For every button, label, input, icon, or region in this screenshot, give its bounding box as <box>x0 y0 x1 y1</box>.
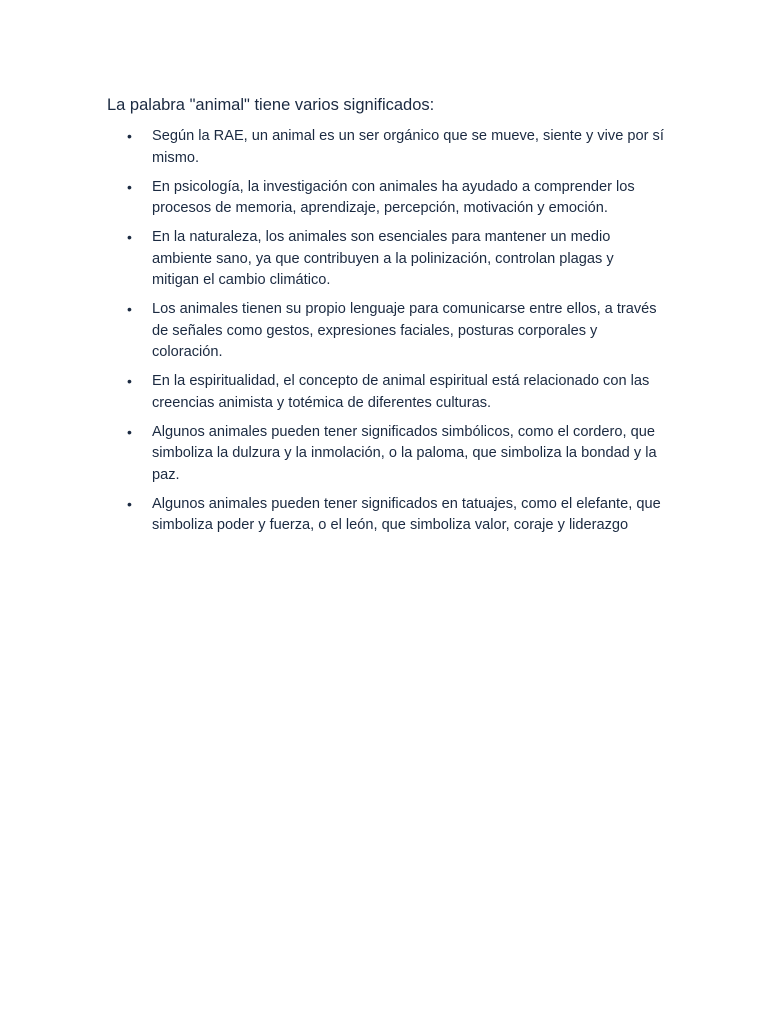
list-item-text: Algunos animales pueden tener significados en tatuajes, como el elefante, que simboliza poder y fuerza, o el león, que simboliza valor, coraje y liderazgo <box>152 495 661 533</box>
bullet-icon: • <box>127 229 132 245</box>
list-item <box>124 422 664 487</box>
bullet-list <box>124 126 664 544</box>
list-item-text: En la espiritualidad, el concepto de animal espiritual está relacionado con las creencias animista y totémica de diferentes culturas. <box>152 373 650 411</box>
list-item-text: Algunos animales pueden tener significados simbólicos, como el cordero, que simboliza la dulzura y la inmolación, o la paloma, que simboliza la bondad y la paz. <box>152 423 657 483</box>
list-item-text: Los animales tienen su propio lenguaje para comunicarse entre ellos, a través de señales como gestos, expresiones faciales, posturas corporales y coloración. <box>152 301 657 360</box>
list-item-text: En psicología, la investigación con animales ha ayudado a comprender los procesos de memoria, aprendizaje, percepción, motivación y emoción. <box>152 178 635 216</box>
list-item-text: En la naturaleza, los animales son esenciales para mantener un medio ambiente sano, ya que contribuyen a la polinización, controlan plagas y mitigan el cambio climático. <box>152 229 614 288</box>
list-item <box>124 126 664 169</box>
list-item <box>124 227 664 292</box>
bullet-icon: • <box>127 301 132 317</box>
list-item <box>124 177 664 220</box>
bullet-icon: • <box>127 373 132 389</box>
bullet-icon: • <box>127 128 132 144</box>
list-item-text: Según la RAE, un animal es un ser orgánico que se mueve, siente y vive por sí mismo. <box>152 128 664 166</box>
document-heading: La palabra "animal" tiene varios significados: <box>107 96 435 114</box>
bullet-icon: • <box>127 178 132 195</box>
list-item <box>124 494 664 537</box>
bullet-icon: • <box>127 423 132 440</box>
bullet-icon: • <box>127 495 132 512</box>
list-item <box>124 299 664 364</box>
list-item <box>124 371 664 414</box>
